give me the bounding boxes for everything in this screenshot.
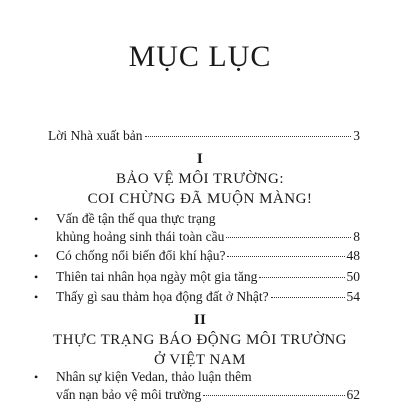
section-title-line: Ở VIỆT NAM bbox=[154, 352, 246, 368]
toc-page-number: 8 bbox=[353, 229, 360, 244]
toc-entry-preface[interactable] bbox=[48, 127, 360, 144]
toc-entry[interactable] bbox=[34, 210, 360, 246]
dot-leader bbox=[227, 246, 344, 257]
toc-page-number: 3 bbox=[353, 128, 360, 143]
dot-leader bbox=[226, 227, 351, 238]
dot-leader bbox=[203, 385, 344, 396]
toc-entry-label: Có chống nổi biến đổi khí hậu? bbox=[56, 248, 226, 263]
dot-leader bbox=[145, 126, 352, 137]
toc-entry[interactable] bbox=[34, 368, 360, 404]
toc-page-number: 54 bbox=[346, 289, 360, 304]
toc-entry-label: Nhân sự kiện Vedan, thảo luận thêm bbox=[56, 369, 252, 384]
toc-entry[interactable] bbox=[34, 288, 360, 306]
dot-leader bbox=[271, 287, 345, 298]
toc-page-number: 48 bbox=[346, 248, 360, 263]
section-numeral: II bbox=[193, 312, 207, 328]
toc-page-number: 50 bbox=[346, 269, 360, 284]
toc-entry-label: Thiên tai nhân họa ngày một gia tăng bbox=[56, 269, 258, 284]
toc-entry-label: Lời Nhà xuất bản bbox=[48, 128, 143, 143]
toc-entry-label: khủng hoảng sinh thái toàn cầu bbox=[56, 229, 225, 244]
bullet-icon: • bbox=[34, 212, 39, 226]
toc-entry-label: Thấy gì sau thảm họa động đất ở Nhật? bbox=[56, 289, 269, 304]
dot-leader bbox=[259, 267, 344, 278]
section-title-line: BẢO VỆ MÔI TRƯỜNG: bbox=[115, 171, 284, 187]
toc-entry[interactable] bbox=[34, 247, 360, 265]
section-title-line: THỰC TRẠNG BÁO ĐỘNG MÔI TRƯỜNG bbox=[53, 332, 347, 348]
toc-page-number: 62 bbox=[346, 387, 360, 402]
toc-entry-label: Vấn đề tận thế qua thực trạng bbox=[56, 211, 216, 226]
bullet-icon: • bbox=[34, 249, 39, 263]
page-title: MỤC LỤC bbox=[128, 40, 272, 73]
bullet-icon: • bbox=[34, 290, 39, 304]
toc-entry[interactable] bbox=[34, 268, 360, 286]
section-numeral: I bbox=[196, 151, 204, 167]
bullet-icon: • bbox=[34, 370, 39, 384]
bullet-icon: • bbox=[34, 270, 39, 284]
section-heading-2 bbox=[0, 310, 400, 370]
section-heading-1 bbox=[0, 149, 400, 209]
section-title-line: COI CHỪNG ĐÃ MUỘN MÀNG! bbox=[87, 191, 313, 207]
toc-entry-label: vấn nạn bảo vệ môi trường bbox=[56, 387, 202, 402]
